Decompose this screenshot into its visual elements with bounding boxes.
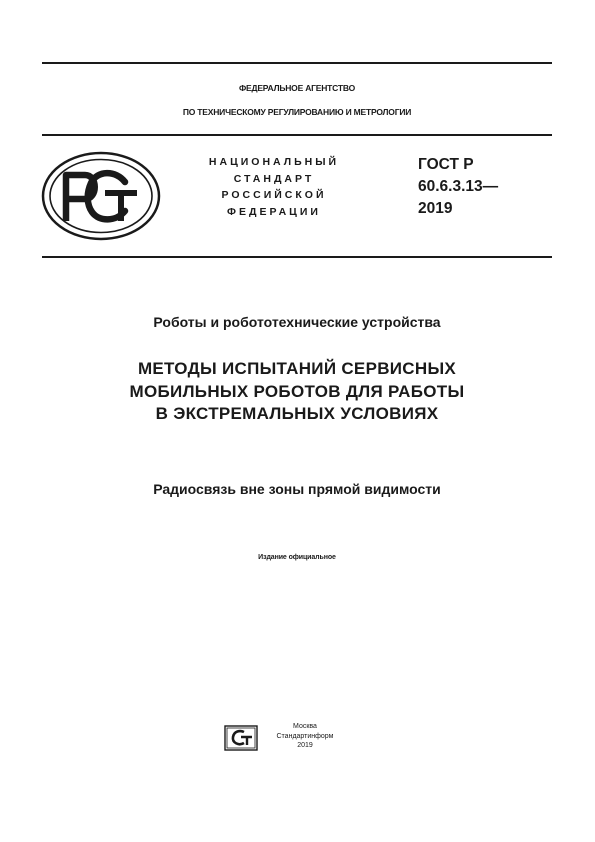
header-rule	[42, 134, 552, 136]
national-standard-line-3: РОССИЙСКОЙ	[221, 189, 327, 201]
standartinform-logo-icon	[224, 725, 258, 756]
national-standard-line-2: СТАНДАРТ	[233, 172, 315, 185]
document-subtitle: Радиосвязь вне зоны прямой видимости	[153, 481, 441, 497]
standard-designation	[418, 154, 498, 220]
title-line-3: В ЭКСТРЕМАЛЬНЫХ УСЛОВИЯХ	[155, 404, 439, 423]
rst-certification-mark-icon	[38, 148, 164, 249]
edition-label: Издание официальное	[258, 554, 336, 561]
title-line-1: МЕТОДЫ ИСПЫТАНИЙ СЕРВИСНЫХ	[137, 359, 457, 378]
national-standard-line-4: ФЕДЕРАЦИИ	[227, 205, 321, 218]
series-title: Роботы и робототехнические устройства	[153, 314, 441, 330]
publisher-name: Стандартинформ	[276, 732, 334, 740]
document-title	[42, 358, 552, 426]
agency-line-2: ПО ТЕХНИЧЕСКОМУ РЕГУЛИРОВАНИЮ И МЕТРОЛОГИИ	[182, 107, 412, 117]
designation-year: 2019	[418, 200, 453, 217]
designation-prefix: ГОСТ Р	[418, 156, 474, 173]
publisher-info	[262, 722, 348, 751]
publisher-year: 2019	[297, 742, 313, 749]
agency-line-1: ФЕДЕРАЛЬНОЕ АГЕНТСТВО	[238, 83, 356, 93]
national-standard-line-1: НАЦИОНАЛЬНЫЙ	[208, 156, 340, 168]
national-standard-label	[196, 154, 352, 220]
title-block-rule	[42, 256, 552, 258]
designation-number: 60.6.3.13—	[418, 178, 499, 195]
publisher-city: Москва	[293, 723, 317, 730]
title-line-2: МОБИЛЬНЫХ РОБОТОВ ДЛЯ РАБОТЫ	[129, 381, 465, 401]
top-rule	[42, 62, 552, 64]
